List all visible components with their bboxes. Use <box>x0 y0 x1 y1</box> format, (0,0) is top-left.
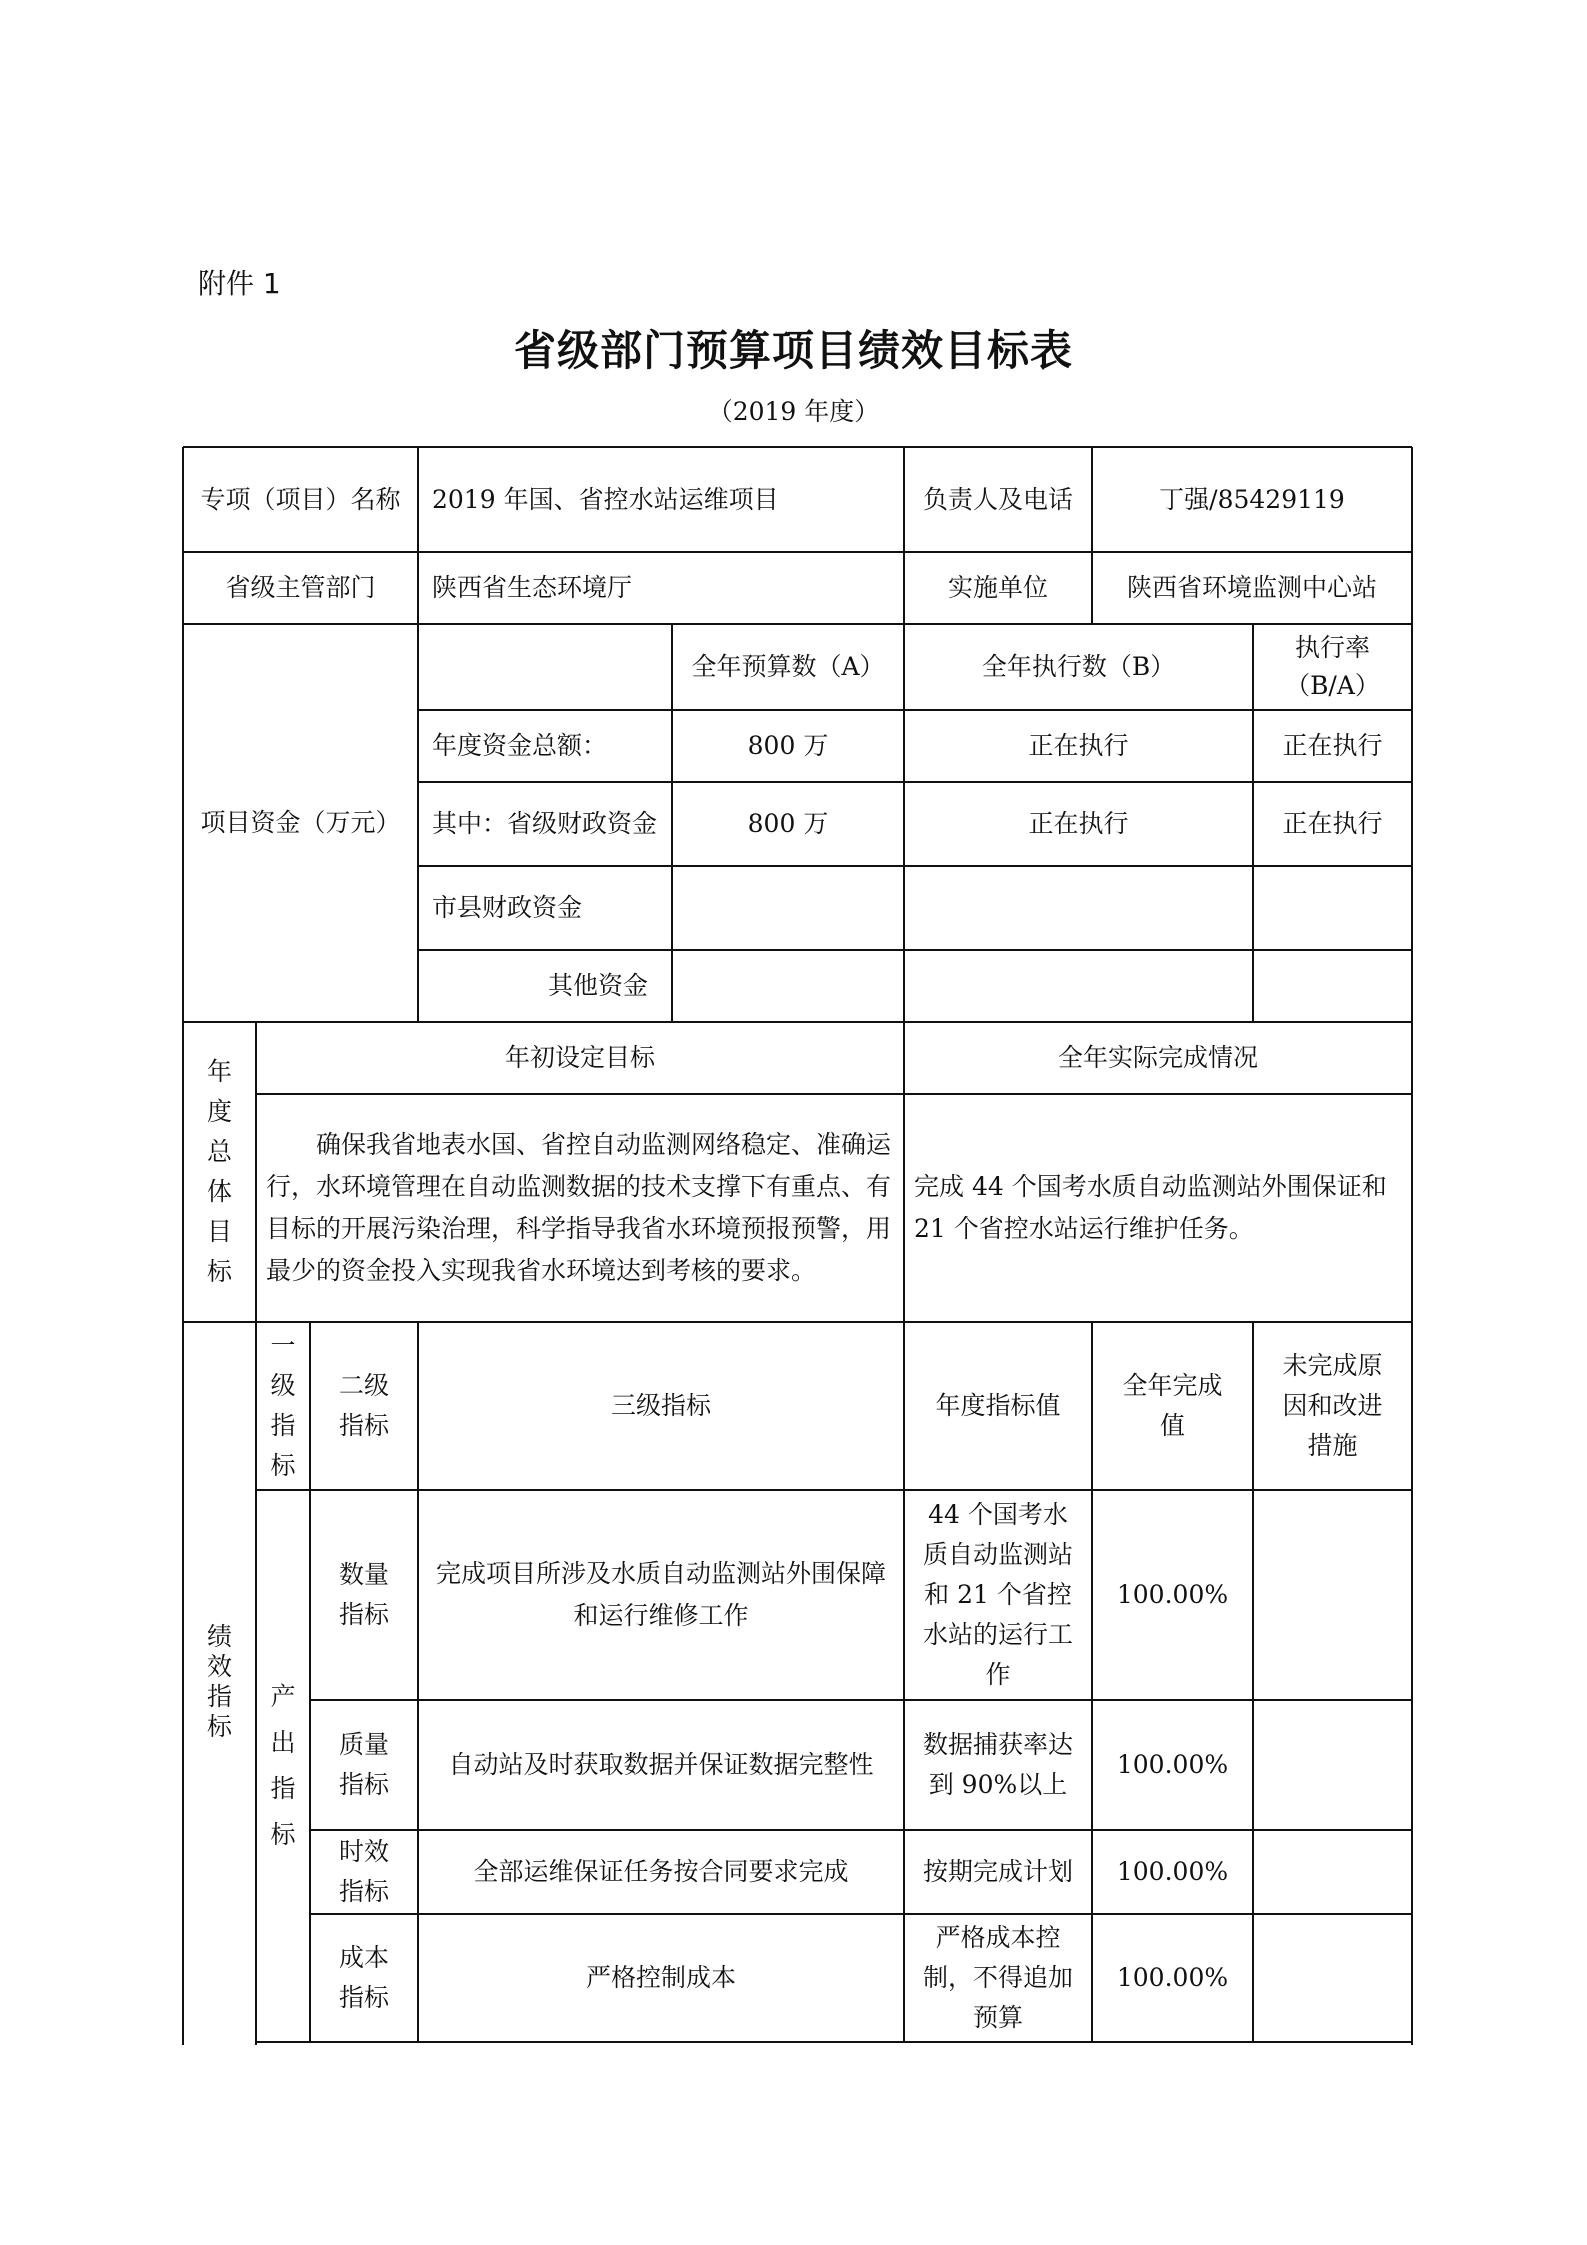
funds-row-rate <box>1253 866 1412 950</box>
goals-actual-text: 完成 44 个国考水质自动监测站外围保证和 21 个省控水站运行维护任务。 <box>914 1172 1387 1243</box>
goals-set-header: 年初设定目标 <box>504 1043 655 1072</box>
implementer-value: 陕西省环境监测中心站 <box>1126 573 1377 602</box>
perf-label: 绩效指标 <box>207 1622 233 1741</box>
perf-header-done: 全年完成值 <box>1122 1371 1223 1440</box>
perf-header-level3: 三级指标 <box>610 1391 711 1420</box>
perf-row-level3: 严格控制成本 <box>585 1963 736 1992</box>
perf-row-target: 数据捕获率达到 90%以上 <box>922 1730 1073 1799</box>
perf-row-level2: 质量指标 <box>338 1730 389 1799</box>
funds-row-executed: 正在执行 <box>1028 809 1129 838</box>
perf-row-reason <box>1253 1914 1412 2042</box>
funds-row-budget: 800 万 <box>747 731 829 760</box>
funds-row-executed <box>904 950 1253 1022</box>
funds-header-rate: 执行率（B/A） <box>1285 633 1380 700</box>
funds-label: 项目资金（万元） <box>200 808 401 837</box>
perf-row-done: 100.00% <box>1116 1580 1229 1609</box>
perf-header-level2: 二级指标 <box>338 1371 389 1440</box>
funds-row-executed <box>904 866 1253 950</box>
department-label: 省级主管部门 <box>225 573 376 602</box>
funds-row-executed: 正在执行 <box>1028 731 1129 760</box>
perf-row-target: 严格成本控制，不得追加预算 <box>922 1923 1073 2032</box>
funds-header-budget: 全年预算数（A） <box>691 652 885 681</box>
perf-row-target: 按期完成计划 <box>922 1857 1073 1886</box>
perf-row-level3: 自动站及时获取数据并保证数据完整性 <box>448 1750 874 1779</box>
document-year: （2019 年度） <box>707 397 880 426</box>
funds-row-rate <box>1253 950 1412 1022</box>
perf-header-reason: 未完成原因和改进措施 <box>1282 1351 1383 1460</box>
perf-row-reason <box>1253 1830 1412 1914</box>
funds-row-rate: 正在执行 <box>1282 809 1383 838</box>
perf-row-reason <box>1253 1490 1412 1700</box>
perf-row-done: 100.00% <box>1116 1857 1229 1886</box>
funds-row-rate: 正在执行 <box>1282 731 1383 760</box>
funds-header-executed: 全年执行数（B） <box>981 652 1176 681</box>
perf-level1-output: 产出指标 <box>270 1682 296 1849</box>
funds-row-name: 市县财政资金 <box>432 893 583 922</box>
attachment-label: 附件 1 <box>198 267 281 300</box>
goals-label: 年度总体目标 <box>206 1057 232 1286</box>
funds-row-name: 年度资金总额： <box>432 731 608 760</box>
perf-row-level2: 数量指标 <box>338 1560 389 1629</box>
perf-row-done: 100.00% <box>1116 1963 1229 1992</box>
perf-row-level3: 全部运维保证任务按合同要求完成 <box>473 1857 849 1886</box>
implementer-label: 实施单位 <box>947 573 1048 602</box>
project-name-label: 专项（项目）名称 <box>200 484 401 514</box>
contact-value: 丁强/85429119 <box>1159 484 1345 514</box>
perf-row-target: 44 个国考水质自动监测站和 21 个省控水站的运行工作 <box>922 1500 1073 1689</box>
goals-actual-header: 全年实际完成情况 <box>1057 1043 1258 1072</box>
funds-row-budget: 800 万 <box>747 809 829 838</box>
perf-row-level2: 时效指标 <box>338 1837 389 1906</box>
goals-set-text: 确保我省地表水国、省控自动监测网络稳定、准确运行，水环境管理在自动监测数据的技术支撑下有重点、有目标的开展污染治理，科学指导我省水环境预报预警，用最少的资金投入实现我省水环境达到考核的要求。 <box>266 1130 892 1285</box>
funds-row-name: 其中：省级财政资金 <box>432 809 658 838</box>
perf-row-done: 100.00% <box>1116 1750 1229 1779</box>
contact-label: 负责人及电话 <box>922 484 1073 514</box>
funds-row-budget <box>672 950 904 1022</box>
funds-row-name: 其他资金 <box>547 971 648 1000</box>
perf-row-level2: 成本指标 <box>338 1943 389 2012</box>
document-title: 省级部门预算项目绩效目标表 <box>513 326 1073 375</box>
project-name-value: 2019 年国、省控水站运维项目 <box>432 484 779 514</box>
funds-row-budget <box>672 866 904 950</box>
perf-row-level3: 完成项目所涉及水质自动监测站外围保障和运行维修工作 <box>435 1559 886 1630</box>
department-value: 陕西省生态环境厅 <box>432 573 633 602</box>
perf-header-target: 年度指标值 <box>935 1391 1061 1420</box>
perf-row-reason <box>1253 1700 1412 1830</box>
perf-header-level1: 一级指标 <box>270 1331 296 1480</box>
